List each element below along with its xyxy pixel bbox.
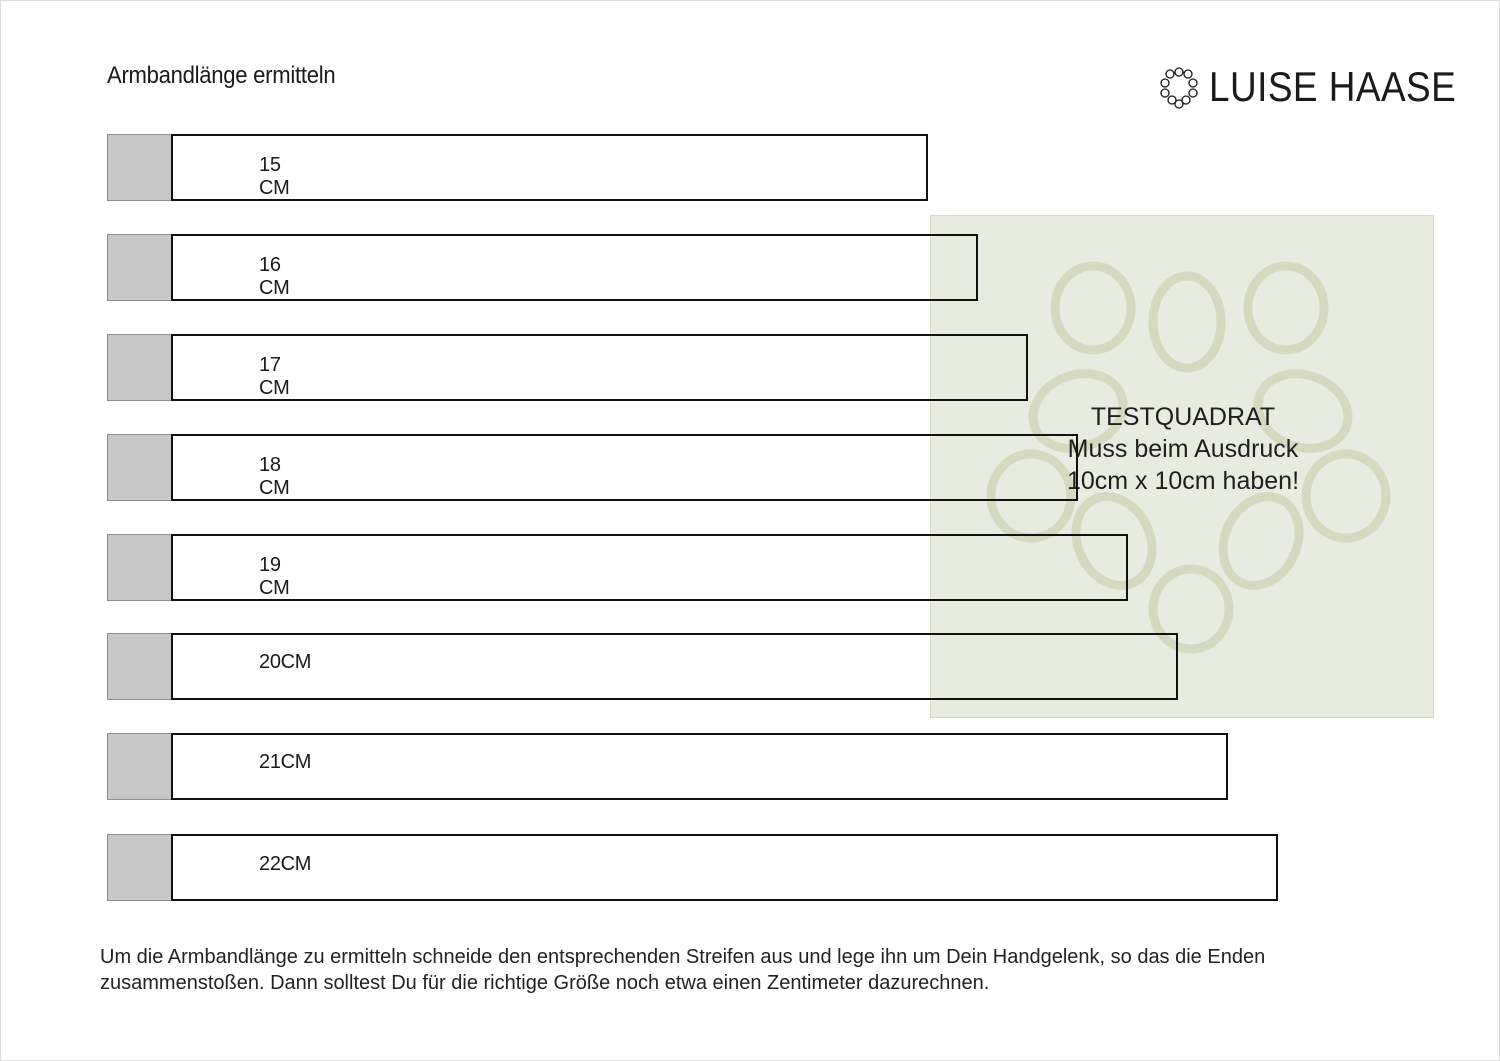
strip-tab xyxy=(107,733,172,800)
strip-tab xyxy=(107,534,172,601)
strip-tab xyxy=(107,134,172,201)
strip-band xyxy=(171,633,1178,700)
strip-label: 15 CM xyxy=(259,154,290,199)
brand-logo xyxy=(1157,64,1490,110)
strip-label: 19 CM xyxy=(259,554,290,599)
test-square-line-2: Muss beim Ausdruck xyxy=(1067,435,1299,463)
logo-rings-icon xyxy=(1157,65,1201,109)
strip-band xyxy=(171,733,1228,800)
strip-tab xyxy=(107,434,172,501)
strip-label: 22CM xyxy=(259,853,312,875)
brand-name: LUISE HAASE xyxy=(1209,63,1457,110)
strip-label: 20CM xyxy=(259,651,312,673)
strip-label: 21CM xyxy=(259,751,312,773)
strip-tab xyxy=(107,234,172,301)
strip-tab xyxy=(107,334,172,401)
strip-band xyxy=(171,434,1078,501)
strip-label: 16 CM xyxy=(259,254,290,299)
strip-band xyxy=(171,234,978,301)
test-square-title: TESTQUADRAT xyxy=(1090,403,1276,431)
strip-tab xyxy=(107,834,172,901)
test-square-line-3: 10cm x 10cm haben! xyxy=(1066,467,1300,495)
page-title: Armbandlänge ermitteln xyxy=(107,62,336,89)
strip-band xyxy=(171,834,1278,901)
strip-band xyxy=(171,334,1028,401)
instructions-text: Um die Armbandlänge zu ermitteln schneide den entsprechenden Streifen aus und lege ihn um Dein Handgelenk, so das die Enden zusammenstoßen. Dann solltest Du für die richtige Größe noch etwa einen Zentimeter dazurechnen. xyxy=(100,946,1266,994)
strip-label: 18 CM xyxy=(259,454,290,499)
strip-tab xyxy=(107,633,172,700)
strip-label: 17 CM xyxy=(259,354,290,399)
strip-band xyxy=(171,534,1128,601)
